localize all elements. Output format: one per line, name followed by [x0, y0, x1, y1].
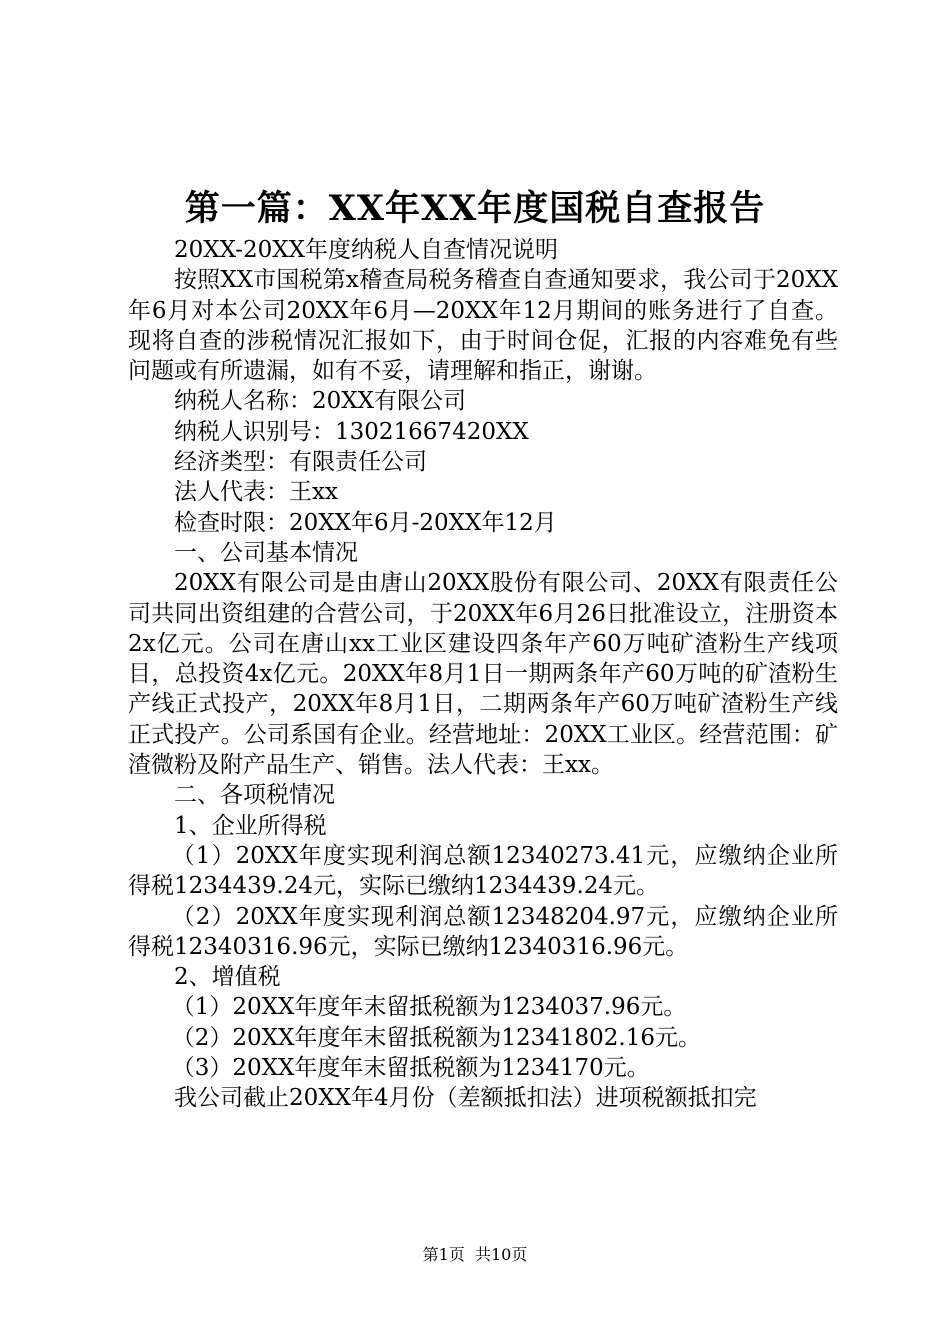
paragraph-economic-type: 经济类型：有限责任公司 — [174, 449, 427, 476]
page-number: 第1页 共10页 — [422, 1245, 528, 1264]
paragraph-inspection-period: 检查时限：20XX年6月-20XX年12月 — [174, 509, 557, 536]
paragraph-legal-rep: 法人代表：王xx — [174, 479, 338, 506]
subheading-income-tax: 1、企业所得税 — [174, 812, 327, 839]
page-footer — [0, 1244, 950, 1266]
paragraph-taxpayer-id: 纳税人识别号：13021667420XX — [174, 418, 529, 445]
section-heading-company-info: 一、公司基本情况 — [174, 539, 358, 566]
paragraph-intro: 按照XX市国税第x稽查局税务稽查自查通知要求，我公司于20XX年6月对本公司20XX年6月—20XX年12月期间的账务进行了自查。现将自查的涉税情况汇报如下，由于时间仓促，汇报的内容难免有些问题或有所遗漏，如有不妥，请理解和指正，谢谢。 — [128, 267, 838, 385]
paragraph-income-tax-1: （1）20XX年度实现利润总额12340273.41元，应缴纳企业所得税1234439.24元，实际已缴纳1234439.24元。 — [128, 842, 838, 900]
paragraph-taxpayer-name: 纳税人名称：20XX有限公司 — [174, 388, 467, 415]
paragraph-vat-2: （2）20XX年度年末留抵税额为12341802.16元。 — [171, 1024, 701, 1051]
section-heading-tax-items: 二、各项税情况 — [174, 782, 335, 809]
paragraph-subtitle: 20XX-20XX年度纳税人自查情况说明 — [174, 237, 558, 263]
paragraph-vat-3: （3）20XX年度年末留抵税额为1234170元。 — [171, 1055, 650, 1082]
paragraph-vat-1: （1）20XX年度年末留抵税额为1234037.96元。 — [171, 994, 687, 1021]
document-body — [128, 235, 838, 1114]
subheading-vat: 2、增值税 — [174, 964, 281, 991]
paragraph-income-tax-2: （2）20XX年度实现利润总额12348204.97元，应缴纳企业所得税12340316.96元，实际已缴纳12340316.96元。 — [128, 903, 838, 960]
paragraph-company-info: 20XX有限公司是由唐山20XX股份有限公司、20XX有限责任公司共同出资组建的合营公司，于20XX年6月26日批准设立，注册资本2x亿元。公司在唐山xx工业区建设四条年产60万吨矿渣粉生产线项目，总投资4x亿元。20XX年8月1日一期两条年产60万吨的矿渣粉生产线正式投产，20XX年8月1日，二期两条年产60万吨矿渣粉生产线正式投产。公司系国有企业。经营地址：20XX工业区。经营范围：矿渣微粉及附产品生产、销售。法人代表：王xx。 — [128, 570, 838, 779]
document-title: 第一篇：XX年XX年度国税自查报告 — [184, 188, 766, 229]
paragraph-deduction: 我公司截止20XX年4月份（差额抵扣法）进项税额抵扣完 — [174, 1085, 757, 1112]
